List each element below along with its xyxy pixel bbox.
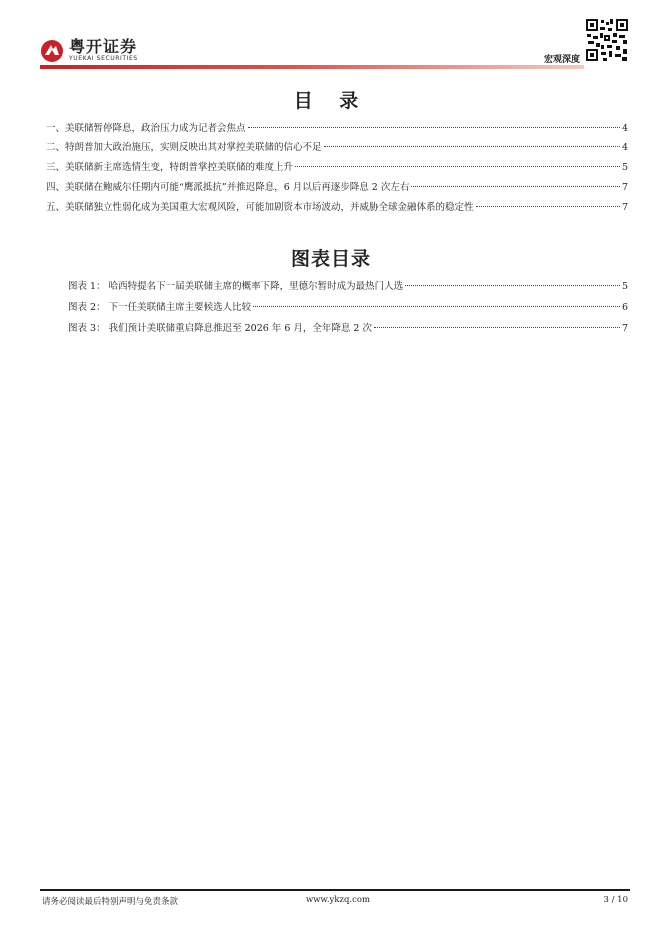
qr-code-icon [585,18,629,62]
brand-name-cn: 粤开证券 [69,37,138,56]
logo-mark-icon [40,39,64,63]
footer-divider [40,889,630,891]
company-logo [40,38,138,63]
toc-item-label: 三、美联储新主席选情生变，特朗普掌控美联储的难度上升 [46,162,294,173]
report-type-label: 宏观深度 [543,55,580,65]
footer-disclaimer: 请务必阅读最后特别声明与免责条款 [42,897,179,907]
chart-toc-title: 图表目录 [290,248,371,270]
footer-page-number: 3 / 10 [603,895,628,905]
chart-toc-item-page: 5 [621,281,628,292]
toc-item[interactable] [46,179,628,195]
toc-item[interactable] [46,199,628,215]
toc-item-label: 一、美联储暂停降息，政治压力成为记者会焦点 [46,123,246,134]
chart-toc-item[interactable] [68,320,628,336]
toc-title: 目 录 [293,90,369,112]
leader-dots [476,206,620,207]
chart-toc-item-label: 图表 2： 下一任美联储主席主要候选人比较 [68,302,252,313]
brand-name-en: YUEKAI SECURITIES [69,55,138,62]
toc-item[interactable] [46,139,628,155]
chart-toc-item-label: 图表 3： 我们预计美联储重启降息推迟至 2026 年 6 月，全年降息 2 次 [68,323,372,334]
toc-item-label: 五、美联储独立性弱化成为美国重大宏观风险，可能加剧资本市场波动，并威胁全球金融体系的稳定性 [46,202,474,213]
leader-dots [405,285,620,286]
page-header [0,0,662,80]
chart-toc-item-label: 图表 1： 哈西特提名下一届美联储主席的概率下降，里德尔暂时成为最热门人选 [68,281,404,292]
toc-item-page: 5 [621,162,628,173]
toc-item-page: 7 [621,182,628,193]
toc-item[interactable] [46,159,628,175]
toc-item-page: 4 [621,123,628,134]
toc-item-label: 四、美联储在鲍威尔任期内可能“鹰派抵抗”并推迟降息，6 月以后再逐步降息 2 次左右 [46,182,410,193]
chart-toc-item-page: 6 [621,302,628,313]
leader-dots [253,306,620,307]
leader-dots [374,327,620,328]
toc-item-page: 7 [621,202,628,213]
leader-dots [411,186,620,187]
toc-item[interactable] [46,120,628,136]
toc-item-page: 4 [621,142,628,153]
leader-dots [248,127,620,128]
leader-dots [324,146,620,147]
chart-toc-item-page: 7 [621,323,628,334]
chart-toc-item[interactable] [68,278,628,294]
chart-toc-item[interactable] [68,299,628,315]
footer-website[interactable]: www.ykzq.com [306,895,371,905]
header-accent-bar [40,65,584,69]
leader-dots [295,166,620,167]
toc-item-label: 二、特朗普加大政治施压，实则反映出其对掌控美联储的信心不足 [46,142,322,153]
